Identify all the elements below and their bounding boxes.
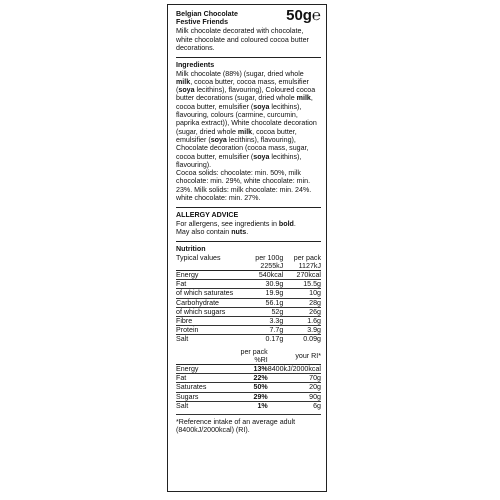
nutrition-cell-label: of which saturates (176, 289, 246, 298)
reference-intake-table (176, 348, 321, 410)
ri-cell-col1: 29% (232, 392, 268, 401)
nutrition-cell-label: Carbohydrate (176, 298, 246, 307)
nutrition-cell-col1: 30.9g (246, 280, 284, 289)
nutrition-cell-col2: 28g (283, 298, 321, 307)
product-name-line2: Festive Friends (176, 18, 229, 27)
ingredient-segment: milk (176, 77, 191, 86)
allergy-line-1-prefix: For allergens, see ingredients in (176, 219, 279, 228)
ingredient-segment: soya (178, 86, 195, 95)
ri-header-row (176, 348, 321, 365)
ri-row (176, 392, 321, 401)
ri-cell-col2: 8400kJ/2000kcal (267, 364, 321, 373)
ri-cell-label: Energy (176, 364, 232, 373)
nutrition-row (176, 298, 321, 307)
allergy-line-2-prefix: May also contain (176, 227, 232, 236)
allergy-line-2-bold: nuts (231, 227, 247, 236)
nutrition-row (176, 307, 321, 316)
weight-value: 50g (286, 7, 312, 24)
ri-cell-col1: 1% (232, 401, 268, 410)
ingredient-segment: milk (296, 94, 311, 103)
nutrition-cell-label: Salt (176, 335, 246, 344)
ri-row (176, 374, 321, 383)
ingredient-segment: , cocoa butter, emulsifier ( (176, 94, 313, 111)
ri-cell-col2: 20g (268, 383, 321, 392)
cocoa-solids-text: Cocoa solids: chocolate: min. 50%, milk chocolate: min. 29%, white chocolate: min. 23%. Milk solids: milk chocolate: min. 24%. white chocolate: min. 27%. (176, 169, 312, 203)
energy-kj-row (176, 262, 321, 271)
ingredient-segment: soya (253, 152, 270, 161)
ingredient-segment: , cocoa butter, cocoa mass, emulsifier ( (176, 77, 309, 95)
nutrition-cell-col1: 3.3g (246, 316, 284, 325)
ri-cell-col2: 6g (268, 401, 321, 410)
nutrition-cell-col1: 540kcal (246, 270, 284, 279)
nutrition-cell-col2: 1.6g (283, 316, 321, 325)
ri-cell-col1: 13% (232, 364, 268, 373)
ingredient-segment: soya (253, 102, 270, 111)
ri-your-ri-header: your RI* (295, 351, 321, 360)
ingredient-segment: Milk chocolate (88%) (sugar, dried whole (176, 69, 304, 78)
nutrition-cell-col1: 56.1g (246, 298, 284, 307)
nutrition-row (176, 335, 321, 344)
ri-cell-label: Fat (176, 374, 232, 383)
ri-row (176, 364, 321, 373)
ri-row (176, 383, 321, 392)
allergy-line-2 (176, 228, 321, 236)
ri-cell-col1: 22% (232, 374, 268, 383)
nutrition-row (176, 316, 321, 325)
net-weight (286, 8, 321, 24)
product-description: Milk chocolate decorated with chocolate, white chocolate and coloured cocoa butter decorations. (176, 27, 309, 52)
ingredient-segment: lecithins), flavouring). (176, 152, 302, 169)
ri-cell-col2: 90g (268, 392, 321, 401)
ri-cell-label: Sugars (176, 392, 232, 401)
ingredient-segment: milk (237, 127, 253, 136)
ingredient-segment: , cocoa butter, emulsifier ( (176, 127, 297, 144)
ri-cell-label: Salt (176, 401, 232, 410)
nutrition-cell-label: of which sugars (176, 307, 246, 316)
ri-cell-label: Saturates (176, 383, 232, 392)
allergy-line-1-bold: bold (278, 219, 294, 228)
ri-row (176, 401, 321, 410)
nutrition-cell-col1: 19.9g (246, 289, 284, 298)
product-name-line1: Belgian Chocolate (176, 10, 238, 18)
nutrition-row (176, 326, 321, 335)
nutrition-row (176, 280, 321, 289)
ingredient-segment: lecithins), flavouring, colours (carmine, curcumin, paprika extract)), White chocolate decoration (sugar, dried whole (176, 102, 317, 136)
ingredients-list (176, 70, 321, 170)
nutrition-cell-col2: 10g (283, 289, 321, 298)
allergy-line-2-suffix: . (246, 227, 249, 236)
ri-header-spacer (176, 348, 232, 365)
ingredient-segment: lecithins), flavouring), Chocolate decoration (cocoa mass, sugar, cocoa butter, emulsifier ( (176, 135, 309, 161)
allergy-title: ALLERGY ADVICE (176, 207, 321, 219)
nutrition-table (176, 254, 321, 344)
nutrition-cell-col1: 0.17g (246, 335, 284, 344)
typical-values-label: Typical values (176, 253, 221, 262)
allergy-line-1-suffix: . (293, 219, 296, 228)
energy-kj-per-pack: 1127kJ (298, 261, 321, 270)
nutrition-cell-label: Energy (176, 270, 246, 279)
reference-intake-footnote: *Reference intake of an average adult (8400kJ/2000kcal) (RI). (176, 414, 321, 435)
energy-kj-per-100g: 2255kJ (260, 261, 284, 270)
nutrition-row (176, 289, 321, 298)
nutrition-row (176, 270, 321, 279)
nutrition-cell-label: Protein (176, 326, 246, 335)
nutrition-cell-label: Fibre (176, 316, 246, 325)
ingredient-segment: soya (210, 135, 227, 144)
ri-cell-col2: 70g (268, 374, 321, 383)
nutrition-cell-label: Fat (176, 280, 246, 289)
per-100g-header: per 100g (255, 253, 284, 262)
nutrition-cell-col2: 15.5g (283, 280, 321, 289)
nutrition-cell-col2: 0.09g (283, 335, 321, 344)
energy-kj-spacer (176, 262, 246, 271)
ingredient-segment: lecithins), flavouring), Coloured cocoa butter decorations (sugar, dried whole (176, 86, 316, 103)
allergy-line-1 (176, 220, 321, 228)
nutrition-cell-col2: 3.9g (283, 326, 321, 335)
nutrition-cell-col2: 270kcal (283, 270, 321, 279)
ri-per-pack-header: per pack %RI (240, 347, 268, 364)
nutrition-cell-col1: 7.7g (246, 326, 284, 335)
ri-cell-col1: 50% (232, 383, 268, 392)
estimated-sign-icon: ℮ (311, 7, 321, 24)
product-header (176, 7, 321, 27)
ingredients-title: Ingredients (176, 57, 321, 69)
nutrition-title: Nutrition (176, 241, 321, 253)
nutrition-cell-col2: 26g (283, 307, 321, 316)
nutrition-header-row (176, 254, 321, 262)
per-pack-header: per pack (293, 253, 321, 262)
nutrition-label-panel (167, 4, 327, 492)
nutrition-cell-col1: 52g (246, 307, 284, 316)
